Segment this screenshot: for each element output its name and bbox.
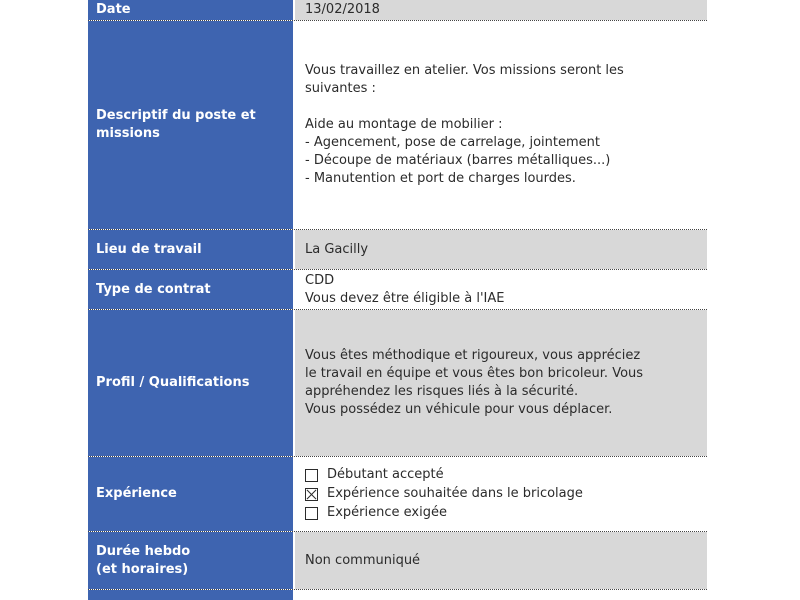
profil-line: Vous possédez un véhicule pour vous déplacer. <box>305 402 613 417</box>
descriptif-line: Aide au montage de mobilier : <box>305 117 503 132</box>
job-details-table <box>88 0 707 600</box>
partial-value-cell <box>295 590 707 600</box>
lieu-label: Lieu de travail <box>88 230 293 269</box>
lieu-value <box>295 230 707 269</box>
duree-label <box>88 532 293 589</box>
profil-value <box>295 310 707 456</box>
experience-option-label: Expérience souhaitée dans le bricolage <box>327 486 583 501</box>
descriptif-line: suivantes : <box>305 81 376 96</box>
row-duree <box>88 532 707 590</box>
profil-line: appréhendez les risques liés à la sécurité. <box>305 384 579 399</box>
contrat-label: Type de contrat <box>88 270 293 309</box>
row-descriptif <box>88 21 707 230</box>
checkbox-icon[interactable] <box>305 507 318 520</box>
descriptif-line: Vous travaillez en atelier. Vos missions seront les <box>305 63 624 78</box>
experience-option-label: Expérience exigée <box>327 505 447 520</box>
lieu-value-text: La Gacilly <box>305 241 369 257</box>
experience-label: Expérience <box>88 457 293 531</box>
profil-line: Vous êtes méthodique et rigoureux, vous appréciez <box>305 348 641 363</box>
checkbox-icon[interactable] <box>305 469 318 482</box>
descriptif-label: Descriptif du poste et missions <box>88 21 293 229</box>
contrat-line: CDD <box>305 272 335 288</box>
descriptif-value <box>295 21 707 229</box>
experience-value <box>295 457 707 531</box>
date-label: Date <box>88 0 293 20</box>
duree-label-line1: Durée hebdo <box>96 543 191 559</box>
experience-option <box>305 485 697 504</box>
profil-label: Profil / Qualifications <box>88 310 293 456</box>
date-value <box>295 0 707 20</box>
contrat-value <box>295 270 707 309</box>
profil-line: le travail en équipe et vous êtes bon bricoleur. Vous <box>305 366 644 381</box>
checkbox-icon[interactable] <box>305 488 318 501</box>
row-profil <box>88 310 707 457</box>
experience-option-label: Débutant accepté <box>327 467 444 482</box>
experience-option <box>305 504 697 523</box>
experience-option <box>305 466 697 485</box>
descriptif-line: - Agencement, pose de carrelage, jointement <box>305 135 600 150</box>
row-contrat <box>88 270 707 310</box>
duree-label-line2: (et horaires) <box>96 561 189 577</box>
descriptif-line <box>305 98 697 116</box>
descriptif-line: - Découpe de matériaux (barres métalliques...) <box>305 153 611 168</box>
row-experience <box>88 457 707 532</box>
descriptif-line: - Manutention et port de charges lourdes. <box>305 171 576 186</box>
row-lieu <box>88 230 707 270</box>
duree-value-text: Non communiqué <box>305 552 421 568</box>
date-value-text: 13/02/2018 <box>305 2 380 17</box>
row-partial-cutoff <box>88 590 707 600</box>
duree-value <box>295 532 707 589</box>
contrat-line: Vous devez être éligible à l'IAE <box>305 290 505 306</box>
row-date <box>88 0 707 21</box>
partial-label-cell <box>88 590 293 600</box>
